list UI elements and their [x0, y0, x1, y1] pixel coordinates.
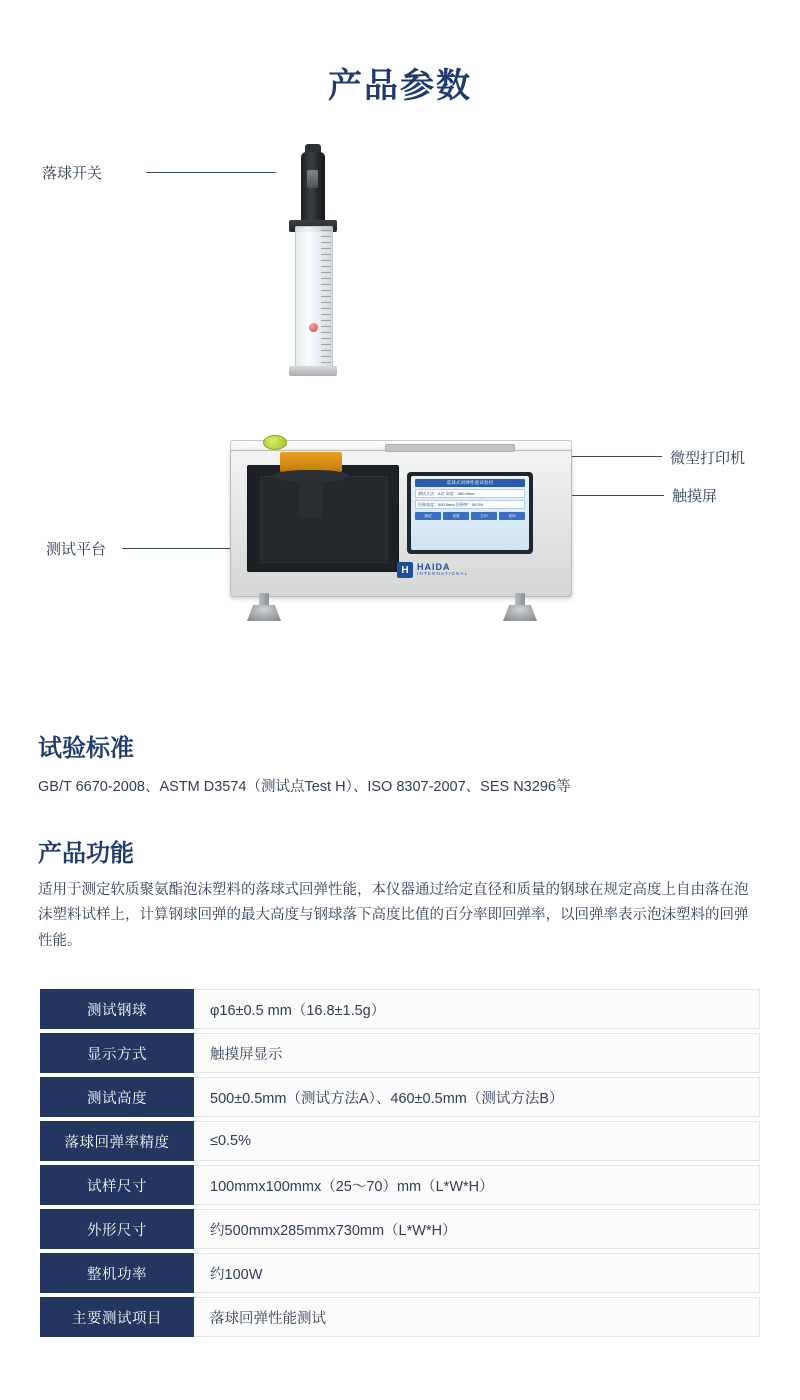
brand-logo: [397, 562, 468, 578]
spec-key: 试样尺寸: [40, 1165, 194, 1205]
spec-value: 100mmx100mmx（25～70）mm（L*W*H）: [194, 1165, 760, 1205]
callout-label-test-platform: 测试平台: [46, 541, 107, 558]
power-indicator-icon: [263, 435, 287, 450]
functions-section: [38, 833, 762, 954]
screen-button-settings[interactable]: 设置: [443, 512, 469, 520]
screen-title: 落球式回弹性能试验机: [415, 479, 525, 487]
table-row: [40, 1209, 760, 1249]
spec-value: 约100W: [194, 1253, 760, 1293]
table-row: [40, 989, 760, 1029]
table-row: [40, 1077, 760, 1117]
spec-value: 约500mmx285mmx730mm（L*W*H）: [194, 1209, 760, 1249]
spec-value: ≤0.5%: [194, 1121, 760, 1161]
spec-key: 整机功率: [40, 1253, 194, 1293]
table-row: [40, 1165, 760, 1205]
screen-button-query[interactable]: 查询: [499, 512, 525, 520]
screen-button-test[interactable]: 测试: [415, 512, 441, 520]
spec-value: φ16±0.5 mm（16.8±1.5g）: [194, 989, 760, 1029]
table-row: [40, 1253, 760, 1293]
page-title: 产品参数: [328, 67, 472, 105]
drop-switch-window: [307, 170, 318, 188]
functions-text: 适用于测定软质聚氨酯泡沫塑料的落球式回弹性能，本仪器通过给定直径和质量的钢球在规定高度上自由落在泡沫塑料试样上，计算钢球回弹的最大高度与钢球落下高度比值的百分率即回弹率，以回弹率表示泡沫塑料的回弹性能。: [38, 882, 749, 949]
touch-screen-bezel[interactable]: [407, 472, 533, 554]
standards-heading: 试验标准: [38, 735, 134, 762]
spec-value: 触摸屏显示: [194, 1033, 760, 1073]
screen-info-row-1: 测试方法：A法 高度：500.0mm: [415, 489, 525, 498]
standards-section: [38, 728, 762, 796]
spec-key: 外形尺寸: [40, 1209, 194, 1249]
spec-key: 测试钢球: [40, 989, 194, 1029]
spec-value: 500±0.5mm（测试方法A）、460±0.5mm（测试方法B）: [194, 1077, 760, 1117]
steel-ball: [309, 323, 318, 332]
callout-label-touch-screen: 触摸屏: [672, 488, 718, 505]
tube-base: [289, 366, 337, 376]
spec-key: 测试高度: [40, 1077, 194, 1117]
table-row: [40, 1121, 760, 1161]
product-illustration: [0, 130, 800, 670]
drop-ball-switch-head: [301, 152, 325, 224]
table-row: [40, 1297, 760, 1337]
tube-scale-marks: [321, 230, 331, 368]
callout-label-micro-printer: 微型打印机: [670, 450, 746, 467]
callout-label-drop-ball-switch: 落球开关: [42, 165, 103, 182]
specifications-table: [40, 985, 760, 1341]
spec-key: 主要测试项目: [40, 1297, 194, 1337]
touch-screen-display[interactable]: [411, 476, 529, 550]
test-platform-plate: [280, 452, 342, 472]
functions-heading: 产品功能: [38, 840, 134, 867]
machine-foot-right: [503, 593, 537, 621]
micro-printer-slot: [385, 444, 515, 452]
spec-value: 落球回弹性能测试: [194, 1297, 760, 1337]
spec-key: 显示方式: [40, 1033, 194, 1073]
screen-button-row: [415, 512, 525, 520]
brand-name: HAIDA: [417, 562, 451, 573]
standards-text: GB/T 6670-2008、ASTM D3574（测试点Test H）、ISO 8307-2007、SES N3296等: [38, 779, 571, 795]
test-chamber-interior: [260, 476, 388, 563]
brand-mark-icon: H: [397, 562, 413, 578]
screen-button-print[interactable]: 打印: [471, 512, 497, 520]
test-platform-stem: [299, 480, 323, 518]
spec-key: 落球回弹率精度: [40, 1121, 194, 1161]
machine-foot-left: [247, 593, 281, 621]
machine-drawing: [225, 130, 575, 640]
table-row: [40, 1033, 760, 1073]
screen-info-row-2: 回弹高度：000.0mm 回弹率：00.0%: [415, 500, 525, 509]
brand-subtitle: INTERNATIONAL: [417, 571, 469, 577]
